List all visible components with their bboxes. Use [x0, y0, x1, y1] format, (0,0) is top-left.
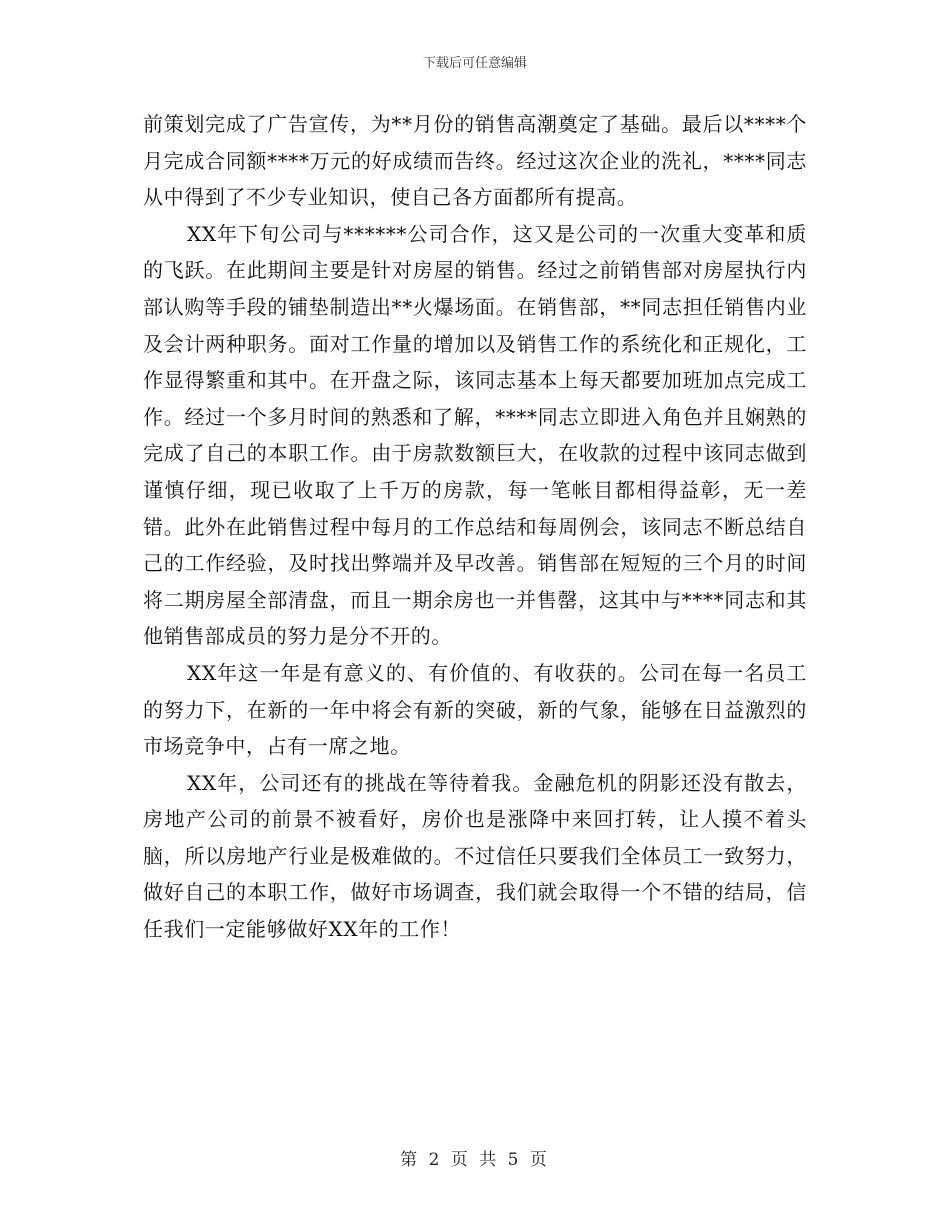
paragraph-4: XX年，公司还有的挑战在等待着我。金融危机的阴影还没有散去，房地产公司的前景不被看好，房价也是涨降中来回打转，让人摸不着头脑，所以房地产行业是极难做的。不过信任只要我们全体员工一致努力，做好自己的本职工作，做好市场调查，我们就会取得一个不错的结局，信任我们一定能够做好XX年的工作！: [143, 770, 807, 942]
page-number: 第 2 页 共 5 页: [400, 1150, 550, 1170]
paragraph-3: XX年这一年是有意义的、有价值的、有收获的。公司在每一名员工的努力下，在新的一年中将会有新的突破，新的气象，能够在日益激烈的市场竞争中，占有一席之地。: [143, 660, 807, 759]
paragraph-2: XX年下旬公司与******公司合作，这又是公司的一次重大变革和质的飞跃。在此期间主要是针对房屋的销售。经过之前销售部对房屋执行内部认购等手段的铺垫制造出**火爆场面。在销售部，**同志担任销售内业及会计两种职务。面对工作量的增加以及销售工作的系统化和正规化，工作显得繁重和其中。在开盘之际，该同志基本上每天都要加班加点完成工作。经过一个多月时间的熟悉和了解，****同志立即进入角色并且娴熟的完成了自己的本职工作。由于房款数额巨大，在收款的过程中该同志做到谨慎仔细，现已收取了上千万的房款，每一笔帐目都相得益彰，无一差错。此外在此销售过程中每月的工作总结和每周例会，该同志不断总结自己的工作经验，及时找出弊端并及早改善。销售部在短短的三个月的时间将二期房屋全部清盘，而且一期余房也一并售罄，这其中与****同志和其他销售部成员的努力是分不开的。: [143, 221, 807, 649]
page-header-note: 下载后可任意编辑: [422, 56, 527, 71]
document-body: [143, 106, 807, 948]
paragraph-1: 前策划完成了广告宣传，为**月份的销售高潮奠定了基础。最后以****个月完成合同额****万元的好成绩而告终。经过这次企业的洗礼，****同志从中得到了不少专业知识，使自己各方面都所有提高。: [143, 112, 807, 210]
